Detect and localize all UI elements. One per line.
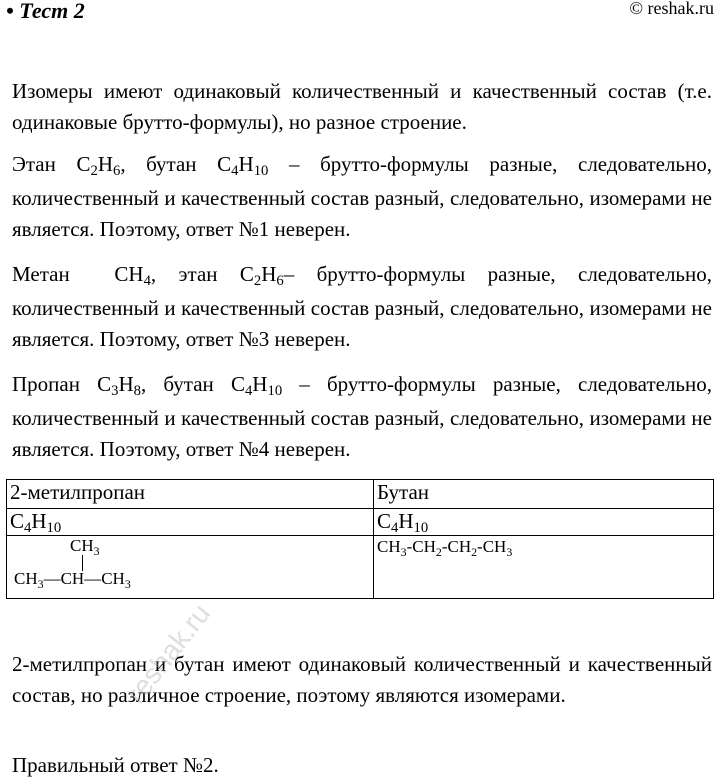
test-title: • Тест 2 xyxy=(6,0,85,23)
paragraph-option-4 xyxy=(12,369,712,465)
formula-part: -CH xyxy=(441,537,472,556)
page-header xyxy=(0,0,722,24)
formula-part: H xyxy=(252,372,268,396)
table-cell-structure-2 xyxy=(374,536,714,599)
explanation-body xyxy=(12,76,712,465)
table-cell-structure-1 xyxy=(7,536,374,599)
subscript: 2 xyxy=(435,544,442,559)
formula-part: CH xyxy=(70,536,94,555)
text: Метан xyxy=(12,262,115,286)
comparison-table xyxy=(6,479,714,599)
formula-part: H xyxy=(398,509,414,533)
text: – брутто-формулы разные, следовательно, количественный и качественный состав разный, следовательно, изомерами не является. Поэтому, ответ №4 неверен. xyxy=(12,372,712,461)
text: , этан xyxy=(150,262,240,286)
paragraph-option-1 xyxy=(12,149,712,245)
formula-part: C xyxy=(217,152,232,176)
text: , бутан xyxy=(120,152,218,176)
formula-part: H xyxy=(238,152,254,176)
subscript: 3 xyxy=(506,544,513,559)
subscript: 3 xyxy=(124,576,131,591)
subscript: 4 xyxy=(391,520,399,537)
subscript: 6 xyxy=(112,163,121,180)
subscript: 3 xyxy=(400,544,407,559)
formula-part: H xyxy=(261,262,277,286)
final-answer: Правильный ответ №2. xyxy=(12,753,219,777)
methyl-group xyxy=(70,536,100,556)
formula-part: C xyxy=(239,262,254,286)
subscript: 10 xyxy=(253,163,269,180)
formula-part: CH xyxy=(14,569,38,588)
subscript: 3 xyxy=(93,543,100,558)
subscript: 6 xyxy=(276,273,284,290)
text: – брутто-формулы разные, следовательно, количественный и качественный состав разный, следовательно, изомерами не является. Поэтому, ответ №1 неверен. xyxy=(12,152,712,241)
text: Этан xyxy=(12,152,77,176)
table-cell-formula-1 xyxy=(7,509,374,536)
text: Пропан xyxy=(12,372,98,396)
formula-part: CH xyxy=(377,537,401,556)
formula-part: —CH—CH xyxy=(43,569,125,588)
formula-part: C xyxy=(10,509,25,533)
formula-part: -CH xyxy=(477,537,507,556)
subscript: 10 xyxy=(267,383,283,400)
formula-part: H xyxy=(97,152,113,176)
formula-part: H xyxy=(31,509,47,533)
table-row xyxy=(7,480,714,509)
formula-part: C xyxy=(230,372,245,396)
formula-part: -CH xyxy=(406,537,436,556)
formula-part: H xyxy=(118,372,134,396)
formula-part: C xyxy=(76,152,91,176)
main-chain xyxy=(14,569,131,589)
paragraph-definition: Изомеры имеют одинаковый количественный и качественный состав (т.е. одинаковые брутто-формулы), но разное строение. xyxy=(12,79,712,134)
subscript: 2 xyxy=(90,163,98,180)
table-cell-formula-2 xyxy=(374,509,714,536)
subscript: 4 xyxy=(231,163,239,180)
conclusion-paragraph: 2-метилпропан и бутан имеют одинаковый количественный и качественный состав, но различное строение, поэтому являются изомерами. xyxy=(12,652,712,707)
table-row xyxy=(7,509,714,536)
formula-part: C xyxy=(377,509,392,533)
branched-structure xyxy=(10,536,370,598)
formula-part: C xyxy=(97,372,112,396)
subscript: 2 xyxy=(471,544,478,559)
subscript: 4 xyxy=(24,520,32,537)
subscript: 4 xyxy=(244,383,253,400)
subscript: 4 xyxy=(143,273,151,290)
table-row xyxy=(7,536,714,599)
subscript: 8 xyxy=(133,383,141,400)
subscript: 3 xyxy=(111,383,119,400)
site-credit: © reshak.ru xyxy=(629,0,714,18)
formula-part: CH xyxy=(114,262,144,286)
table-cell-name-1: 2-метилпропан xyxy=(7,480,374,509)
watermark: reshak.ru xyxy=(120,598,217,710)
subscript: 10 xyxy=(413,520,429,537)
text: , бутан xyxy=(141,372,231,396)
subscript: 10 xyxy=(46,520,62,537)
subscript: 2 xyxy=(253,273,262,290)
subscript: 3 xyxy=(37,576,44,591)
paragraph-option-3 xyxy=(12,259,712,355)
table-cell-name-2: Бутан xyxy=(374,480,714,509)
text: – брутто-формулы разные, следовательно, количественный и качественный состав разный, следовательно, изомерами не является. Поэтому, ответ №3 неверен. xyxy=(12,262,712,351)
linear-structure xyxy=(377,536,710,559)
